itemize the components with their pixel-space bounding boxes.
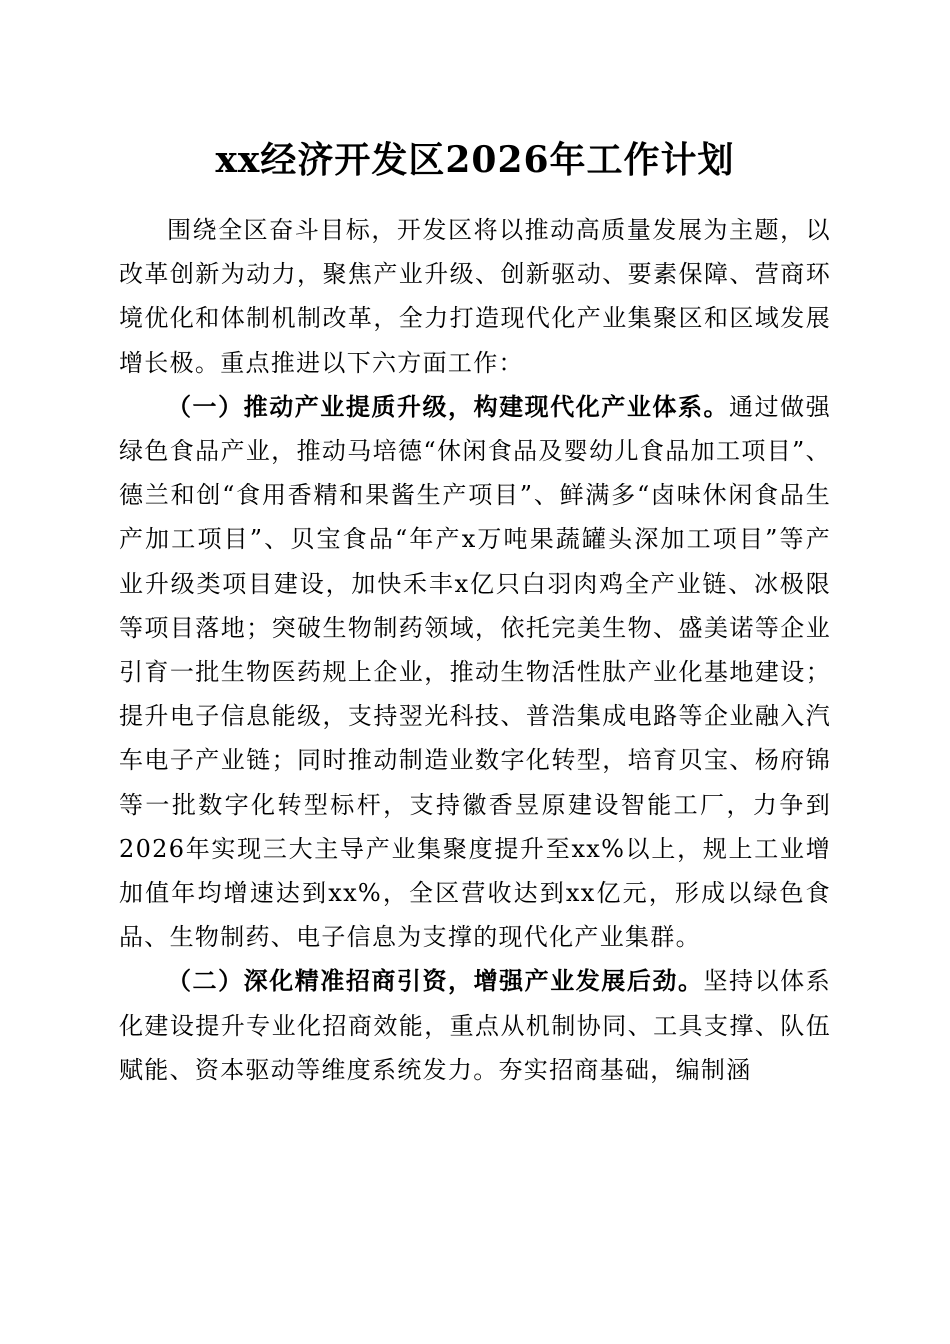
- section-heading-1: （一）推动产业提质升级，构建现代化产业体系。: [167, 391, 730, 421]
- section-paragraph-2: [119, 959, 831, 1092]
- section-text-2: 坚持以体系化建设提升专业化招商效能，重点从机制协同、工具支撑、队伍赋能、资本驱动等维度系统发力。夯实招商基础，编制涵: [119, 967, 831, 1084]
- section-paragraph-1: [119, 385, 831, 960]
- document-title: xx经济开发区2026年工作计划: [215, 139, 735, 181]
- section-heading-2: （二）深化精准招商引资，增强产业发展后劲。: [167, 966, 704, 996]
- intro-paragraph: 围绕全区奋斗目标，开发区将以推动高质量发展为主题，以改革创新为动力，聚焦产业升级、创新驱动、要素保障、营商环境优化和体制机制改革，全力打造现代化产业集聚区和区域发展增长极。重点推进以下六方面工作：: [119, 216, 831, 377]
- document-body: [119, 208, 831, 1092]
- section-text-1: 通过做强绿色食品产业，推动马培德“休闲食品及婴幼儿食品加工项目”、德兰和创“食用香精和果酱生产项目”、鲜满多“卤味休闲食品生产加工项目”、贝宝食品“年产x万吨果蔬罐头深加工项目”等产业升级类项目建设，加快禾丰x亿只白羽肉鸡全产业链、冰极限等项目落地；突破生物制药领域，依托完美生物、盛美诺等企业引育一批生物医药规上企业，推动生物活性肽产业化基地建设；提升电子信息能级，支持翌光科技、普浩集成电路等企业融入汽车电子产业链；同时推动制造业数字化转型，培育贝宝、杨府锦等一批数字化转型标杆，支持徽香昱原建设智能工厂，力争到2026年实现三大主导产业集聚度提升至xx%以上，规上工业增加值年均增速达到xx%，全区营收达到xx亿元，形成以绿色食品、生物制药、电子信息为支撑的现代化产业集群。: [119, 392, 831, 952]
